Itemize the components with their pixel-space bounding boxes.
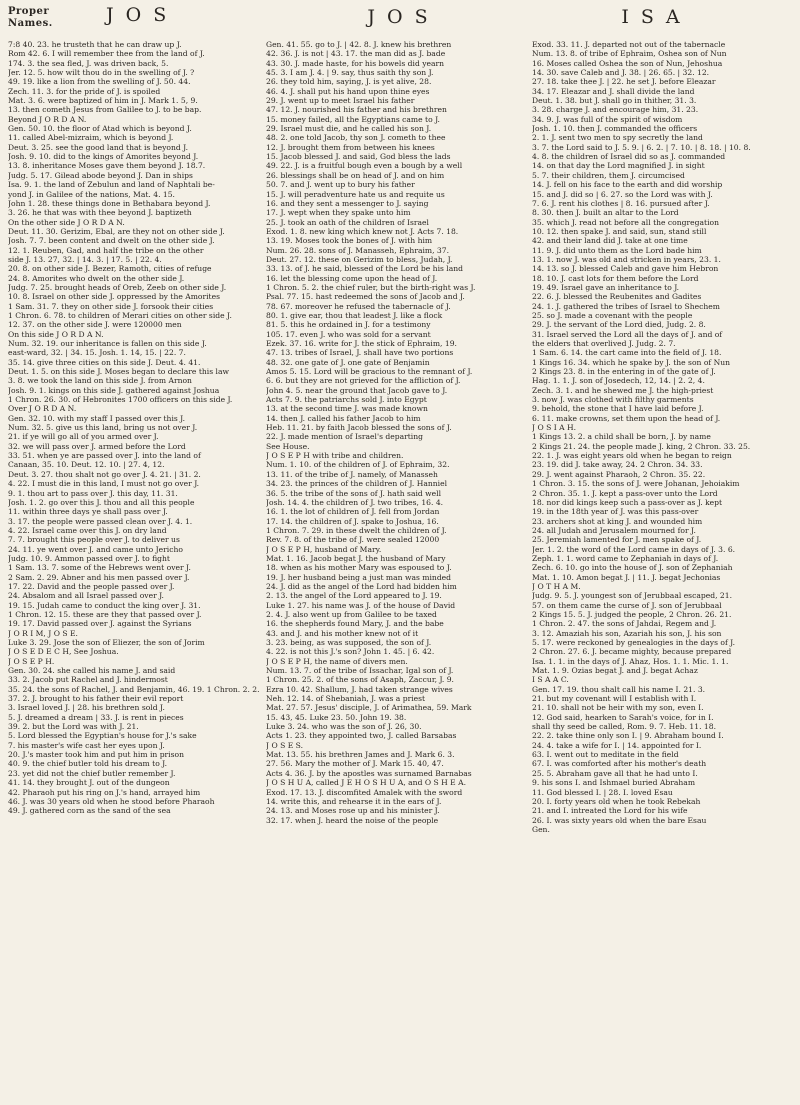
- concordance-line: 16. 1. the lot of children of J. fell from Jordan: [266, 507, 440, 517]
- concordance-line: 23. archers shot at king J. and wounded him: [532, 516, 703, 526]
- concordance-line: 45. 3. I am J. 4. | 9. say, thus saith thy son J.: [266, 68, 434, 78]
- concordance-line: 46. J. was 30 years old when he stood before Pharaoh: [8, 796, 215, 806]
- concordance-line: 13. then cometh Jesus from Galilee to J. to be bap.: [8, 105, 202, 115]
- concordance-line: 37. 2. J. brought to his father their evil report: [8, 694, 184, 704]
- concordance-line: 13. 19. Moses took the bones of J. with him: [266, 236, 433, 246]
- concordance-line: Gen. 17. 19. thou shalt call his name I. 21. 3.: [532, 684, 706, 694]
- concordance-line: 7. his master's wife cast her eyes upon J.: [8, 740, 165, 750]
- concordance-line: 63. I. went out to meditate in the field: [532, 750, 679, 760]
- concordance-line: 24. 13. and Moses rose up and his minister J.: [266, 806, 440, 816]
- concordance-line: 23. yet did not the chief butler remember J.: [8, 768, 176, 778]
- concordance-line: 2 Kings 15. 5. J. judged the people, 2 Chron. 26. 21.: [532, 609, 732, 619]
- section-label-proper: Proper: [8, 6, 50, 17]
- concordance-line: 34. 17. Eleazar and J. shall divide the land: [532, 86, 695, 96]
- concordance-line: 78. 67. moreover he refused the tabernacle of J.: [266, 301, 451, 311]
- concordance-line: Exod. 1. 8. new king which knew not J. Acts 7. 18.: [266, 226, 459, 236]
- concordance-line: 49. J. gathered corn as the sand of the sea: [8, 806, 171, 816]
- concordance-line: 81. 5. this he ordained in J. for a testimony: [266, 320, 431, 330]
- concordance-line: Num. 1. 10. of the children of J. of Ephraim, 32.: [266, 460, 450, 470]
- concordance-line: 5. 7. their children, them J. circumcised: [532, 170, 685, 180]
- concordance-line: Josh. 9. 10. did to the kings of Amorites beyond J.: [8, 152, 199, 162]
- concordance-line: 32. 17. when J. heard the noise of the people: [266, 815, 439, 825]
- concordance-line: 1 Chron. 26. 30. of Hebronites 1700 officers on this side J.: [8, 395, 233, 405]
- concordance-line: 3. 17. the people were passed clean over J. 4. 1.: [8, 516, 193, 526]
- concordance-line: 3. 28. charge J. and encourage him, 31. 23.: [532, 105, 699, 115]
- concordance-line: 21. if ye will go all of you armed over J.: [8, 432, 159, 442]
- concordance-line: 4. 22. I must die in this land, I must not go over J.: [8, 479, 200, 489]
- concordance-line: 7. 6. J. rent his clothes | 8. 16. pursued after J.: [532, 198, 710, 208]
- concordance-line: 15. 43, 45. Luke 23. 50. John 19. 38.: [266, 712, 407, 722]
- concordance-line: 22. 6. J. blessed the Reubenites and Gadites: [532, 292, 702, 302]
- concordance-line: 11. called Abel-mizraim, which is beyond J.: [8, 133, 174, 143]
- concordance-line: 174. 3. the sea fled, J. was driven back, 5.: [8, 58, 169, 68]
- concordance-line: 23. 19. did J. take away, 24. 2 Chron. 34. 33.: [532, 460, 703, 470]
- concordance-line: Mat. 1. 16. Jacob begat J. the husband of Mary: [266, 553, 446, 563]
- running-head-word-left: J O S: [106, 4, 170, 26]
- concordance-line: 2 Kings 23. 8. in the entering in of the gate of J.: [532, 367, 716, 377]
- concordance-line: 10. 8. Israel on other side J. oppressed by the Amorites: [8, 292, 220, 302]
- concordance-line: 43. 30. J. made haste, for his bowels did yearn: [266, 58, 445, 68]
- concordance-line: 4. 22. is not this J.'s son? John 1. 45. | 6. 42.: [266, 647, 435, 657]
- concordance-line: 17. 22. David and the people passed over J.: [8, 581, 175, 591]
- concordance-line: Luke 3. 29. Jose the son of Eliezer, the son of Jorim: [8, 638, 205, 647]
- concordance-line: Mat. 3. 6. were baptized of him in J. Mark 1. 5, 9.: [8, 96, 198, 106]
- concordance-line: 14. write this, and rehearse it in the ears of J.: [266, 796, 442, 806]
- concordance-line: 35. which J. read not before all the congregation: [532, 217, 719, 227]
- concordance-line: Isa. 1. 1. in the days of J. Ahaz, Hos. 1. 1. Mic. 1. 1.: [532, 656, 729, 666]
- concordance-line: 24. 8. Amorites who dwelt on the other side J.: [8, 273, 185, 283]
- concordance-line: 24. all Judah and Jerusalem mourned for J.: [532, 525, 696, 535]
- concordance-line: Deut. 27. 12. these on Gerizim to bless, Judah, J.: [266, 254, 453, 264]
- concordance-line: 14. J. fell on his face to the earth and did worship: [532, 180, 723, 190]
- concordance-line: Gen. 30. 24. she called his name J. and said: [8, 666, 176, 676]
- running-head-left: [8, 6, 269, 40]
- concordance-line: 4. 8. the children of Israel did so as J. commanded: [532, 152, 726, 162]
- concordance-line: 21. but my covenant will I establish with I.: [532, 694, 697, 704]
- concordance-line: 34. 23. the princes of the children of J. Hanniel: [266, 479, 447, 489]
- concordance-line: I S A A C.: [532, 675, 569, 685]
- concordance-line: J O S H U A, called J E H O S H U A, and O S H E A.: [266, 778, 466, 788]
- concordance-line: 8. 30. then J. built an altar to the Lord: [532, 208, 679, 218]
- concordance-line: 21. and I. intreated the Lord for his wife: [532, 806, 688, 816]
- concordance-line: 48. 2. one told Jacob, thy son J. cometh to thee: [266, 133, 446, 143]
- concordance-line: Gen. 50. 10. the floor of Atad which is beyond J.: [8, 124, 192, 134]
- concordance-line: J O T H A M.: [532, 581, 581, 591]
- concordance-line: 5. 17. were reckoned by genealogies in the days of J.: [532, 638, 736, 647]
- concordance-line: 39. 2. but the Lord was with J. 21.: [8, 722, 139, 732]
- concordance-line: 20. I. forty years old when he took Rebekah: [532, 796, 701, 806]
- concordance-line: 5. J. dreamed a dream | 33. J. is rent in pieces: [8, 712, 184, 722]
- concordance-line: Judg. 7. 25. brought heads of Oreb, Zeeb on other side J.: [8, 282, 227, 292]
- concordance-line: 24. J. did as the angel of the Lord had bidden him: [266, 581, 457, 591]
- concordance-line: 15. and J. did so | 6. 27. so the Lord was with J.: [532, 189, 713, 199]
- concordance-line: 29. J. went against Pharaoh, 2 Chron. 35. 22.: [532, 469, 706, 479]
- column-left: [8, 40, 262, 1100]
- concordance-line: 12. 37. on the other side J. were 120000 men: [8, 320, 182, 330]
- concordance-line: 14. 13. so J. blessed Caleb and gave him Hebron: [532, 264, 719, 274]
- concordance-line: 18. 10. J. cast lots for them before the Lord: [532, 273, 699, 283]
- concordance-line: shall thy seed be called, Rom. 9. 7. Heb. 11. 18.: [532, 722, 716, 732]
- concordance-line: 25. J. took an oath of the children of Israel: [266, 217, 429, 227]
- concordance-line: 18. when as his mother Mary was espoused to J.: [266, 563, 452, 573]
- concordance-line: 49. 22. J. is a fruitful bough even a bough by a well: [266, 161, 463, 171]
- concordance-line: Hag. 1. 1. J. son of Josedech, 12, 14. | 2. 2, 4.: [532, 376, 705, 386]
- concordance-line: 50. 7. and J. went up to bury his father: [266, 180, 415, 190]
- concordance-line: 19. 49. Israel gave an inheritance to J.: [532, 282, 680, 292]
- concordance-line: Num. 32. 19. our inheritance is fallen on this side J.: [8, 339, 207, 348]
- concordance-line: 1 Kings 13. 2. a child shall be born, J. by name: [532, 432, 711, 442]
- concordance-line: 2. 1. J. sent two men to spy secretly the land: [532, 133, 703, 143]
- concordance-line: 22. 2. take thine only son I. | 9. Abraham bound I.: [532, 731, 724, 741]
- concordance-line: Josh. 14. 4. the children of J. two tribes, 16. 4.: [266, 497, 444, 507]
- concordance-line: Deut. 11. 30. Gerizim, Ebal, are they not on other side J.: [8, 226, 225, 236]
- concordance-line: side J. 13. 27, 32. | 14. 3. | 17. 5. | 22. 4.: [8, 254, 162, 264]
- concordance-line: Deut. 3. 25. see the good land that is beyond J.: [8, 142, 188, 152]
- concordance-line: 7:8 40. 23. he trusteth that he can draw up J.: [8, 40, 182, 49]
- concordance-line: 7. 7. brought this people over J. to deliver us: [8, 535, 180, 545]
- concordance-line: 22. 1. J. was eight years old when he began to reign: [532, 451, 732, 461]
- concordance-line: 6. 11. make crowns, set them upon the head of J.: [532, 413, 721, 423]
- concordance-line: 3. Israel loved J. | 28. his brethren sold J.: [8, 703, 165, 713]
- concordance-line: 2 Kings 21. 24. the people made J. king, 2 Chron. 33. 25.: [532, 441, 751, 451]
- concordance-line: 2 Sam. 2. 29. Abner and his men passed over J.: [8, 572, 190, 582]
- concordance-line: 16. Moses called Oshea the son of Nun, Jehoshua: [532, 58, 723, 68]
- concordance-line: 2. 13. the angel of the Lord appeared to J. 19.: [266, 591, 442, 601]
- concordance-line: Josh. 1. 2. go over this J. thou and all this people: [8, 497, 195, 507]
- concordance-line: 1 Sam. 6. 14. the cart came into the field of J. 18.: [532, 348, 722, 358]
- concordance-line: J O R I M, J O S E.: [8, 628, 78, 638]
- concordance-line: 27. 18. take thee J. | 22. he set J. before Eleazar: [532, 77, 716, 87]
- concordance-line: 2. 4. J. also went up from Galilee to be taxed: [266, 609, 437, 619]
- concordance-line: 41. 14. they brought J. out of the dungeon: [8, 778, 170, 788]
- concordance-line: 24. 1. J. gathered the tribes of Israel to Shechem: [532, 301, 720, 311]
- concordance-line: 5. Lord blessed the Egyptian's house for J.'s sake: [8, 731, 197, 741]
- concordance-line: 34. 9. J. was full of the spirit of wisdom: [532, 114, 683, 124]
- concordance-line: 18. nor did kings keep such a pass-over as J. kept: [532, 497, 723, 507]
- concordance-line: 43. and J. and his mother knew not of it: [266, 628, 419, 638]
- concordance-line: Luke 3. 24. who was the son of J. 26, 30.: [266, 722, 422, 732]
- concordance-line: 6. 6. but they are not grieved for the affliction of J.: [266, 376, 461, 386]
- concordance-line: John 1. 28. these things done in Bethabara beyond J.: [8, 198, 211, 208]
- concordance-line: J O S I A H.: [532, 423, 577, 433]
- concordance-line: J O S E S.: [266, 740, 304, 750]
- section-label-names: Names.: [8, 18, 53, 29]
- concordance-line: Num. 26. 28. sons of J. Manasseh, Ephraim, 37.: [266, 245, 450, 255]
- concordance-line: 12. 1. Reuben, Gad, and half the tribe on the other: [8, 245, 204, 255]
- concordance-line: 25. 5. Abraham gave all that he had unto I.: [532, 768, 698, 778]
- concordance-line: Num. 13. 8. of tribe of Ephraim, Oshea son of Nun: [532, 49, 727, 59]
- concordance-line: 3. 23. being, as was supposed, the son of J.: [266, 638, 432, 647]
- concordance-line: 14. then J. called his father Jacob to him: [266, 413, 421, 423]
- column-middle: [266, 40, 528, 1100]
- concordance-line: 19. 17. David passed over J. against the Syrians: [8, 619, 192, 629]
- concordance-line: Mat. 1. 9. Ozias begat J. and J. begat Achaz: [532, 666, 698, 676]
- concordance-line: 19. in the 18th year of J. was this pass-over: [532, 507, 699, 517]
- concordance-line: 42. Pharaoh put his ring on J.'s hand, arrayed him: [8, 787, 201, 797]
- concordance-line: Amos 5. 15. Lord will be gracious to the remnant of J.: [266, 367, 473, 377]
- concordance-line: On the other side J O R D A N.: [8, 217, 125, 227]
- concordance-line: Isa. 9. 1. the land of Zebulun and land of Naphtali be-: [8, 180, 215, 190]
- concordance-line: 24. 11. ye went over J. and came unto Jericho: [8, 544, 183, 554]
- concordance-line: Beyond J O R D A N.: [8, 114, 87, 124]
- concordance-line: 1 Chron. 12. 15. these are they that passed over J.: [8, 609, 202, 619]
- concordance-line: Ezra 10. 42. Shallum, J. had taken strange wives: [266, 684, 453, 694]
- concordance-line: 13. 8. inheritance Moses gave them beyond J. 18.7.: [8, 161, 206, 171]
- concordance-line: 29. J. went up to meet Israel his father: [266, 96, 415, 106]
- concordance-line: 13. at the second time J. was made known: [266, 404, 428, 414]
- concordance-line: J O S E D E C H, See Joshua.: [8, 647, 119, 657]
- concordance-line: Over J O R D A N.: [8, 404, 77, 414]
- concordance-line: Gen. 32. 10. with my staff I passed over this J.: [8, 413, 186, 423]
- concordance-line: Acts 7. 9. the patriarchs sold J. into Egypt: [266, 395, 427, 405]
- concordance-line: Canaan, 35. 10. Deut. 12. 10. | 27. 4, 12.: [8, 460, 165, 470]
- concordance-line: 2 Chron. 35. 1. J. kept a pass-over unto the Lord: [532, 488, 718, 498]
- concordance-line: 36. 5. the tribe of the sons of J. hath said well: [266, 488, 442, 498]
- concordance-line: On this side J O R D A N.: [8, 329, 104, 339]
- concordance-line: east-ward, 32. | 34. 15. Josh. 1. 14, 15. | 22. 7.: [8, 348, 186, 358]
- concordance-line: 25. so J. made a covenant with the people: [532, 310, 693, 320]
- concordance-line: 14. on that day the Lord magnified J. in sight: [532, 161, 705, 171]
- concordance-line: Jer. 12. 5. how wilt thou do in the swelling of J. ?: [8, 68, 195, 78]
- concordance-line: Num. 32. 5. give us this land, bring us not over J.: [8, 423, 198, 433]
- concordance-line: 22. J. made mention of Israel's departing: [266, 432, 423, 442]
- concordance-line: Judg. 10. 9. Ammon passed over J. to fight: [8, 553, 170, 563]
- concordance-line: 33. 2. Jacob put Rachel and J. hindermost: [8, 675, 168, 685]
- concordance-line: 12. God said, hearken to Sarah's voice, for in I.: [532, 712, 714, 722]
- running-head-word-center: J O S: [367, 6, 431, 28]
- concordance-line: Mat. 1. 10. Amon begat J. | 11. J. begat Jechonias: [532, 572, 721, 582]
- concordance-line: Rom 42. 6. I will remember thee from the land of J.: [8, 49, 205, 59]
- concordance-line: 49. 19. like a lion from the swelling of J. 50. 44.: [8, 77, 191, 87]
- concordance-line: 67. I. was comforted after his mother's death: [532, 759, 707, 769]
- concordance-line: Deut. 3. 27. thou shalt not go over J. 4. 21. | 31. 2.: [8, 469, 201, 479]
- concordance-line: 35. 14. give three cities on this side J. Deut. 4. 41.: [8, 357, 201, 367]
- concordance-line: See House.: [266, 441, 310, 451]
- concordance-line: 80. 1. give ear, thou that leadest J. like a flock: [266, 310, 443, 320]
- concordance-line: 33. 51. when ye are passed over J. into the land of: [8, 451, 201, 461]
- concordance-line: yond J. in Galilee of the nations, Mat. 4. 15.: [8, 189, 175, 199]
- concordance-line: 15. Jacob blessed J. and said, God bless the lads: [266, 152, 451, 162]
- concordance-line: 35. 24. the sons of Rachel, J. and Benjamin, 46. 19. 1 Chron. 2. 2.: [8, 684, 260, 694]
- concordance-line: Zech. 6. 10. go into the house of J. son of Zephaniah: [532, 563, 733, 573]
- concordance-line: 40. 9. the chief butler told his dream to J.: [8, 759, 168, 769]
- concordance-line: 47. 13. tribes of Israel, J. shall have two portions: [266, 348, 454, 358]
- concordance-line: 11. within three days ye shall pass over J.: [8, 507, 168, 517]
- concordance-line: 26. blessings shall be on head of J. and on him: [266, 170, 445, 180]
- concordance-line: 20. 8. on other side J. Bezer, Ramoth, cities of refuge: [8, 264, 212, 274]
- concordance-line: 33. 13. of J. he said, blessed of the Lord be his land: [266, 264, 464, 274]
- concordance-line: 12. J. brought them from between his knees: [266, 142, 435, 152]
- concordance-line: 32. we will pass over J. armed before the Lord: [8, 441, 186, 451]
- concordance-line: 1 Chron. 2. 47. the sons of Jahdai, Regem and J.: [532, 619, 717, 629]
- concordance-line: 105. 17. even J. who was sold for a servant: [266, 329, 431, 339]
- concordance-line: 3. now J. was clothed with filthy garments: [532, 395, 694, 405]
- concordance-line: 26. I. was sixty years old when the bare Esau: [532, 815, 707, 825]
- concordance-line: 27. 56. Mary the mother of J. Mark 15. 40, 47.: [266, 759, 444, 769]
- concordance-line: Mat. 13. 55. his brethren James and J. Mark 6. 3.: [266, 750, 455, 760]
- concordance-line: Luke 1. 27. his name was J. of the house of David: [266, 600, 456, 610]
- concordance-line: 42. and their land did J. take at one time: [532, 236, 688, 246]
- concordance-line: Psal. 77. 15. hast redeemed the sons of Jacob and J.: [266, 292, 465, 302]
- concordance-line: 3. 26. he that was with thee beyond J. baptizeth: [8, 208, 192, 218]
- concordance-line: Zech. 11. 3. for the pride of J. is spoiled: [8, 86, 161, 96]
- concordance-line: 26. they told him, saying, J. is yet alive, 28.: [266, 77, 432, 87]
- concordance-line: 1 Sam. 31. 7. they on other side J. forsook their cities: [8, 301, 214, 311]
- concordance-line: Heb. 11. 21. by faith Jacob blessed the sons of J.: [266, 423, 452, 433]
- concordance-line: 16. let the blessing come upon the head of J.: [266, 273, 438, 283]
- concordance-line: Exod. 17. 13. J. discomfited Amalek with the sword: [266, 787, 463, 797]
- concordance-line: 21. 10. shall not be heir with my son, even I.: [532, 703, 704, 713]
- concordance-line: 1 Chron. 7. 29. in these dwelt the children of J.: [266, 525, 447, 535]
- concordance-line: 4. 22. Israel came over this J. on dry land: [8, 525, 167, 535]
- concordance-line: 1 Sam. 13. 7. some of the Hebrews went over J.: [8, 563, 191, 573]
- concordance-line: Jer. 1. 2. the word of the Lord came in days of J. 3. 6.: [532, 544, 736, 554]
- concordance-line: Gen. 41. 55. go to J. | 42. 8. J. knew his brethren: [266, 40, 452, 49]
- concordance-line: 24. Absalom and all Israel passed over J.: [8, 591, 164, 601]
- concordance-line: 16. the shepherds found Mary, J. and the babe: [266, 619, 444, 629]
- concordance-line: J O S E P H with tribe and children.: [266, 451, 404, 461]
- concordance-line: Mat. 27. 57. Jesus' disciple, J. of Arimathea, 59. Mark: [266, 703, 472, 713]
- concordance-line: 3. 12. Amaziah his son, Azariah his son, J. his son: [532, 628, 722, 638]
- concordance-line: 10. 12. then spake J. and said, sun, stand still: [532, 226, 707, 236]
- concordance-line: 14. 30. save Caleb and J. 38. | 26. 65. | 32. 12.: [532, 68, 710, 78]
- concordance-line: 15. money failed, all the Egyptians came to J.: [266, 114, 440, 124]
- concordance-line: 1 Chron. 3. 15. the sons of J. were Johanan, Jehoiakim: [532, 479, 740, 489]
- concordance-line: 42. 36. J. is not | 43. 17. the man did as J. bade: [266, 49, 446, 59]
- concordance-line: 29. Israel must die, and he called his son J.: [266, 124, 432, 134]
- concordance-line: 20. J.'s master took him and put him in prison: [8, 750, 184, 760]
- concordance-line: Num. 13. 7. of the tribe of Issachar, Igal son of J.: [266, 666, 454, 676]
- concordance-line: 17. J. wept when they spake unto him: [266, 208, 411, 218]
- concordance-line: 48. 32. one gate of J. one gate of Benjamin: [266, 357, 430, 367]
- concordance-line: Deut. 1. 38. but J. shall go in thither, 31. 3.: [532, 96, 697, 106]
- concordance-line: 25. Jeremiah lamented for J. men spake of J.: [532, 535, 702, 545]
- concordance-line: 15. J. will peradventure hate us and requite us: [266, 189, 445, 199]
- concordance-line: 29. J. the servant of the Lord died, Judg. 2. 8.: [532, 320, 706, 330]
- concordance-line: 47. 12. J. nourished his father and his brethren: [266, 105, 447, 115]
- concordance-line: 1 Chron. 6. 78. to children of Merari cities on other side J.: [8, 310, 232, 320]
- concordance-line: J O S E P H, the name of divers men.: [266, 656, 408, 666]
- text-columns: [8, 40, 790, 1100]
- concordance-line: 19. 15. Judah came to conduct the king over J. 31.: [8, 600, 201, 610]
- concordance-line: 2 Chron. 27. 6. J. became mighty, because prepared: [532, 647, 732, 657]
- concordance-line: 3. 7. the Lord said to J. 5. 9. | 6. 2. | 7. 10. | 8. 18. | 10. 8.: [532, 142, 751, 152]
- concordance-line: Josh. 1. 10. then J. commanded the officers: [532, 124, 698, 134]
- concordance-line: the elders that overlived J. Judg. 2. 7.: [532, 339, 676, 348]
- concordance-line: J O S E P H, husband of Mary.: [266, 544, 382, 554]
- concordance-line: 17. 14. the children of J. spake to Joshua, 16.: [266, 516, 439, 526]
- concordance-line: Ezek. 37. 16. write for J. the stick of Ephraim, 19.: [266, 339, 457, 348]
- concordance-line: 24. 4. take a wife for I. | 14. appointed for I.: [532, 740, 702, 750]
- concordance-line: 9. his sons I. and Ishmael buried Abraham: [532, 778, 696, 788]
- concordance-line: 46. 4. J. shall put his hand upon thine eyes: [266, 86, 430, 96]
- concordance-line: 11. God blessed I. | 28. I. loved Esau: [532, 787, 673, 797]
- concordance-line: J O S E P H.: [8, 656, 55, 666]
- concordance-line: Neh. 12. 14. of Shebaniah, J. was a priest: [266, 694, 426, 704]
- concordance-line: Judg. 5. 17. Gilead abode beyond J. Dan in ships: [8, 170, 193, 180]
- concordance-line: Zech. 3. 1. and he shewed me J. the high-priest: [532, 385, 714, 395]
- concordance-line: 1 Kings 16. 34. which he spake by J. the son of Nun: [532, 357, 731, 367]
- concordance-line: 9. behold, the stone that I have laid before J.: [532, 404, 704, 414]
- concordance-line: Deut. 1. 5. on this side J. Moses began to declare this law: [8, 367, 229, 377]
- concordance-line: 13. 11. of the tribe of J. namely, of Manasseh: [266, 469, 438, 479]
- running-head-word-right: I S A: [621, 6, 683, 28]
- concordance-line: Josh. 9. 1. kings on this side J. gathered against Joshua: [8, 385, 220, 395]
- concordance-line: Exod. 33. 11. J. departed not out of the tabernacle: [532, 40, 726, 49]
- concordance-line: Zeph. 1. 1. word came to Zephaniah in days of J.: [532, 553, 719, 563]
- concordance-line: 3. 8. we took the land on this side J. from Arnon: [8, 376, 192, 386]
- concordance-line: 57. on them came the curse of J. son of Jerubbaal: [532, 600, 722, 610]
- column-right: [532, 40, 794, 1100]
- concordance-line: 9. 1. thou art to pass over J. this day, 11. 31.: [8, 488, 178, 498]
- concordance-line: 11. 9. J. did unto them as the Lord bade him: [532, 245, 702, 255]
- concordance-line: 13. 1. now J. was old and stricken in years, 23. 1.: [532, 254, 721, 264]
- concordance-line: Gen.: [532, 824, 550, 834]
- concordance-line: 16. and they sent a messenger to J. saying: [266, 198, 429, 208]
- concordance-line: Acts 4. 36. J. by the apostles was surnamed Barnabas: [266, 768, 472, 778]
- concordance-line: John 4. 5. near the ground that Jacob gave to J.: [266, 385, 448, 395]
- concordance-line: 1 Chron. 5. 2. the chief ruler, but the birth-right was J.: [266, 282, 476, 292]
- concordance-line: Rev. 7. 8. of the tribe of J. were sealed 12000: [266, 535, 440, 545]
- concordance-line: Acts 1. 23. they appointed two, J. called Barsabas: [266, 731, 457, 741]
- running-head: [8, 6, 790, 40]
- concordance-line: 19. J. her husband being a just man was minded: [266, 572, 452, 582]
- concordance-line: 31. Israel served the Lord all the days of J. and of: [532, 329, 723, 339]
- concordance-line: 1 Chron. 25. 2. of the sons of Asaph, Zaccur, J. 9.: [266, 675, 454, 685]
- concordance-line: Judg. 9. 5. J. youngest son of Jerubbaal escaped, 21.: [532, 591, 732, 601]
- concordance-line: Josh. 7. 7. been content and dwelt on the other side J.: [8, 236, 215, 246]
